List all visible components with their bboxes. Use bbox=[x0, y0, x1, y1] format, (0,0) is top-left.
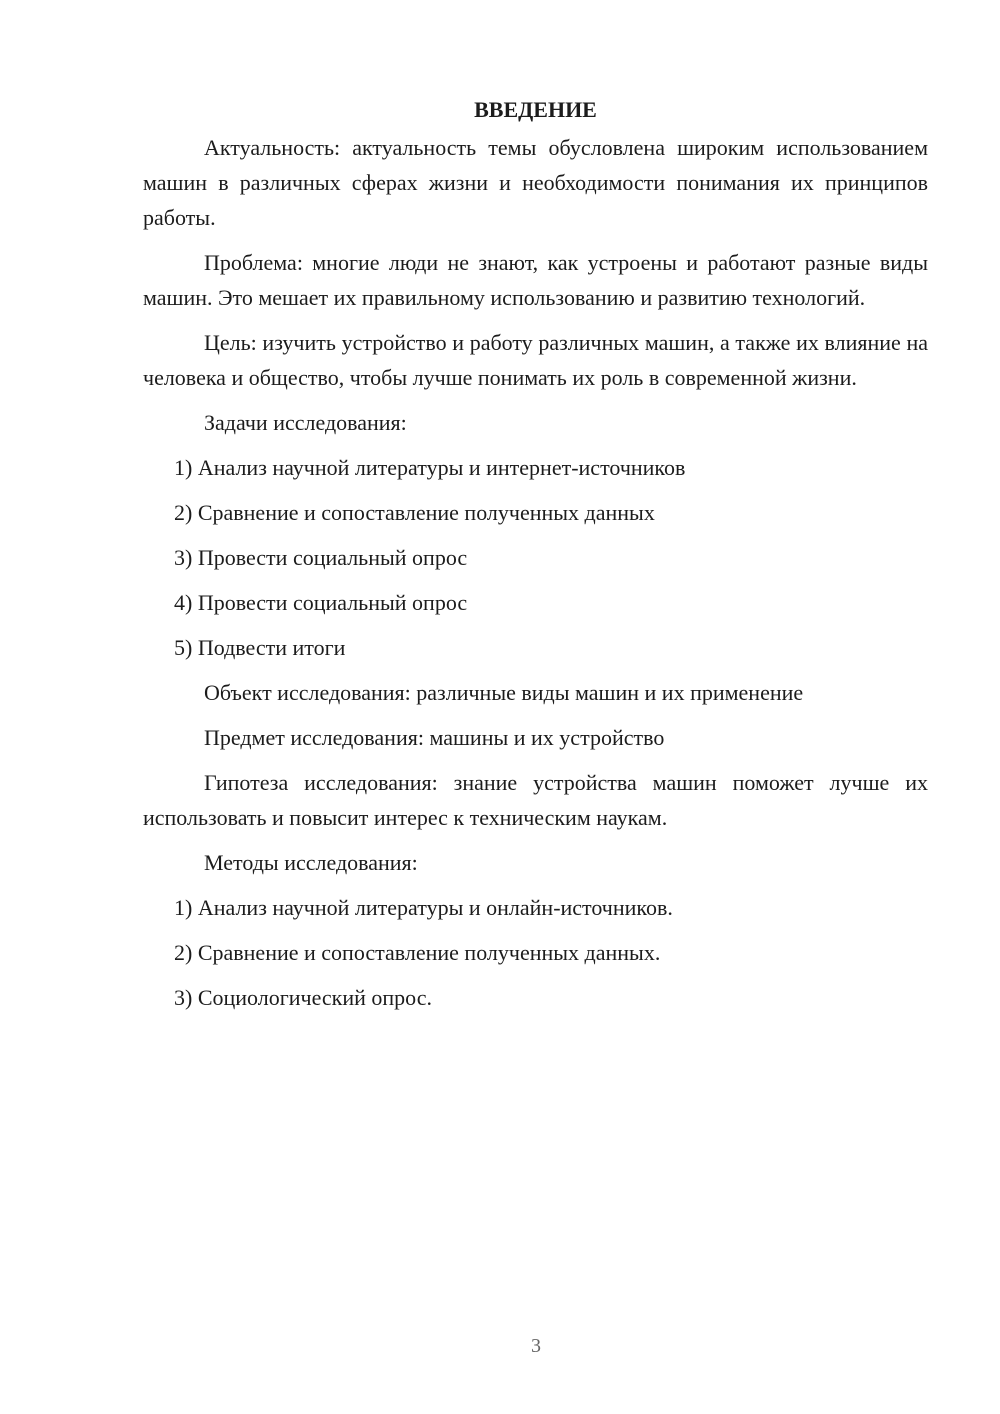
relevance-paragraph: Актуальность: актуальность темы обусловлена широким использованием машин в различных сферах жизни и необходимости понимания их принципов работы. bbox=[143, 135, 928, 230]
page-number: 3 bbox=[531, 1335, 541, 1357]
list-item: 1) Анализ научной литературы и онлайн-источников. bbox=[174, 895, 673, 920]
problem-paragraph: Проблема: многие люди не знают, как устроены и работают разные виды машин. Это мешает их правильному использованию и развитию технологий. bbox=[143, 250, 928, 310]
subject-paragraph: Предмет исследования: машины и их устройство bbox=[204, 725, 665, 750]
object-paragraph: Объект исследования: различные виды машин и их применение bbox=[204, 680, 804, 705]
methods-label: Методы исследования: bbox=[204, 850, 418, 875]
tasks-list bbox=[143, 450, 928, 665]
goal-paragraph: Цель: изучить устройство и работу различных машин, а также их влияние на человека и общество, чтобы лучше понимать их роль в современной жизни. bbox=[143, 330, 928, 390]
document-page bbox=[143, 92, 928, 1025]
list-item: 4) Провести социальный опрос bbox=[174, 590, 468, 615]
tasks-label: Задачи исследования: bbox=[204, 410, 407, 435]
list-item: 2) Сравнение и сопоставление полученных данных. bbox=[174, 940, 661, 965]
methods-list bbox=[143, 890, 928, 1015]
hypothesis-paragraph: Гипотеза исследования: знание устройства машин поможет лучше их использовать и повысит интерес к техническим наукам. bbox=[143, 770, 928, 830]
list-item: 2) Сравнение и сопоставление полученных данных bbox=[174, 500, 655, 525]
page-title: ВВЕДЕНИЕ bbox=[474, 97, 597, 122]
list-item: 5) Подвести итоги bbox=[174, 635, 346, 660]
list-item: 3) Провести социальный опрос bbox=[174, 545, 468, 570]
list-item: 1) Анализ научной литературы и интернет-источников bbox=[174, 455, 686, 480]
list-item: 3) Социологический опрос. bbox=[174, 985, 432, 1010]
